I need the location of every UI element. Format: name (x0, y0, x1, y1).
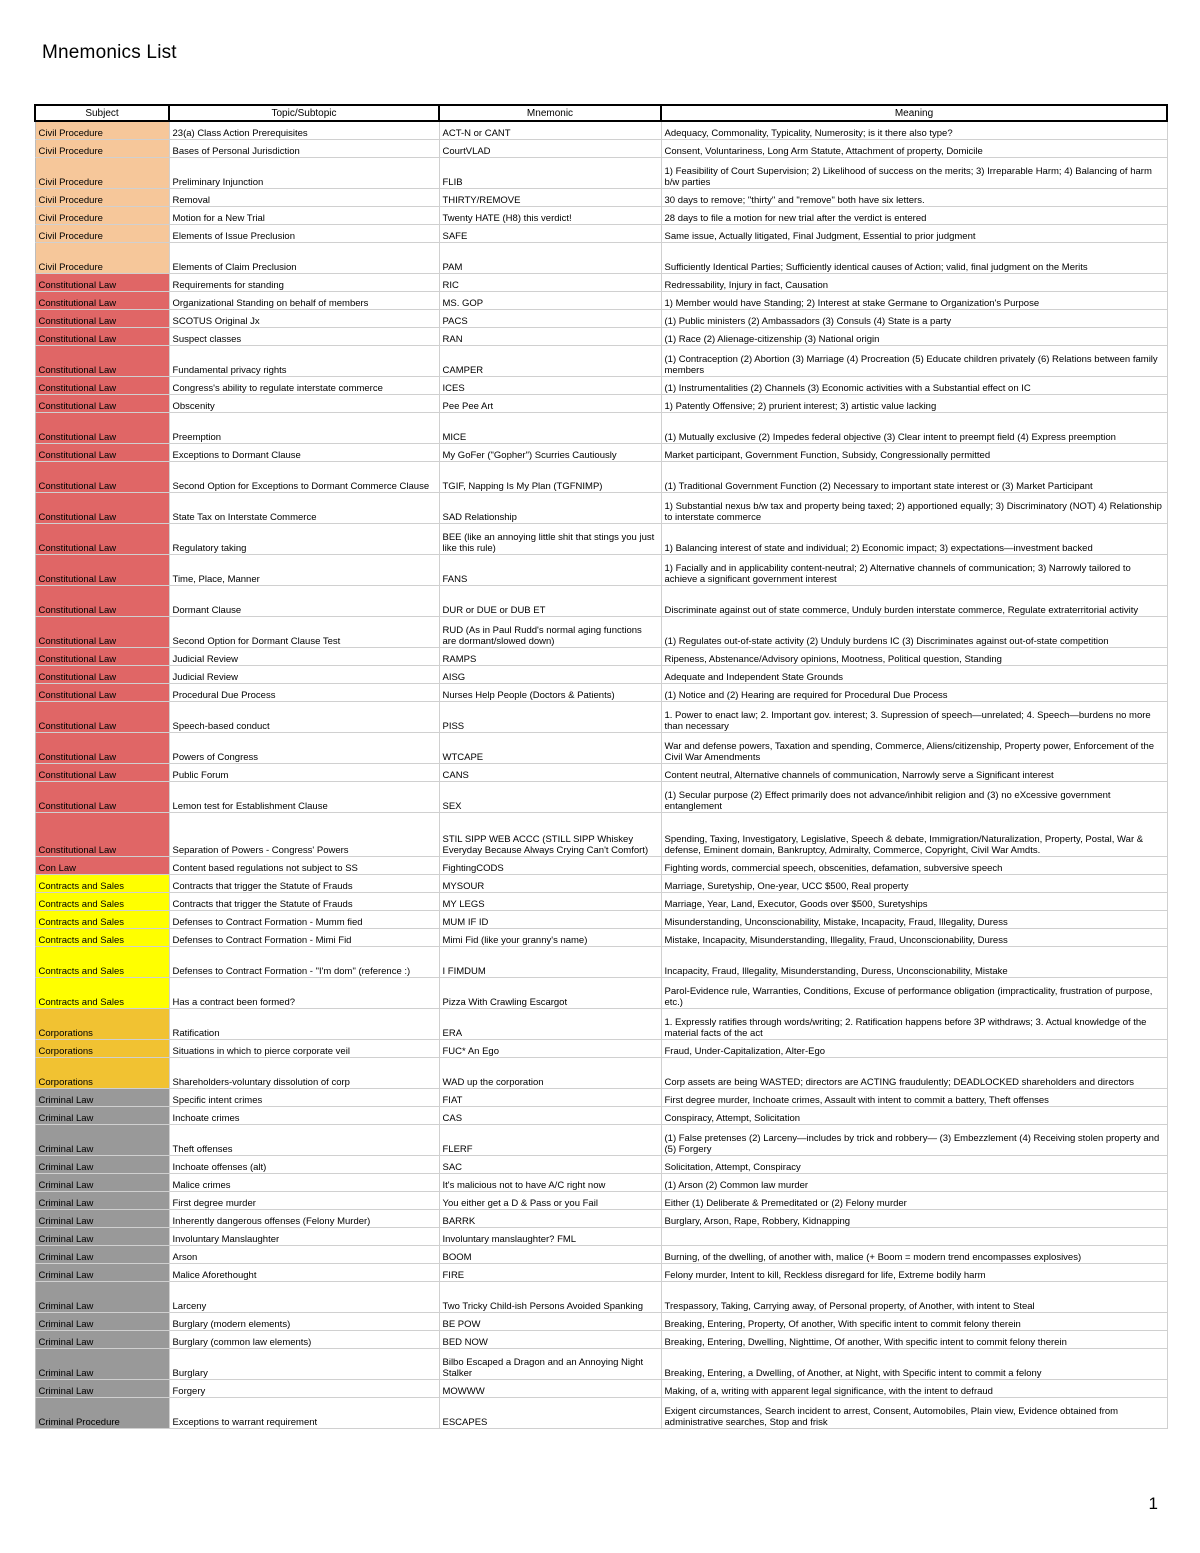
cell-topic: SCOTUS Original Jx (169, 309, 439, 327)
cell-meaning: Marriage, Year, Land, Executor, Goods over $500, Suretyships (661, 892, 1167, 910)
cell-meaning: (1) Notice and (2) Hearing are required for Procedural Due Process (661, 683, 1167, 701)
cell-topic: Burglary (169, 1348, 439, 1379)
table-row (35, 412, 1167, 443)
table-row (35, 1209, 1167, 1227)
cell-mnemonic: CourtVLAD (439, 139, 661, 157)
cell-subject: Contracts and Sales (35, 928, 169, 946)
table-row (35, 781, 1167, 812)
cell-topic: Arson (169, 1245, 439, 1263)
cell-mnemonic: BEE (like an annoying little shit that stings you just like this rule) (439, 523, 661, 554)
table-row (35, 1312, 1167, 1330)
table-row (35, 1039, 1167, 1057)
cell-mnemonic: I FIMDUM (439, 946, 661, 977)
table-row (35, 928, 1167, 946)
cell-topic: Larceny (169, 1281, 439, 1312)
cell-topic: Inherently dangerous offenses (Felony Murder) (169, 1209, 439, 1227)
cell-subject: Constitutional Law (35, 812, 169, 856)
cell-meaning: 1. Power to enact law; 2. Important gov. interest; 3. Supression of speech—unrelated; 4. Speech—burdens no more than necessary (661, 701, 1167, 732)
cell-subject: Criminal Law (35, 1191, 169, 1209)
cell-subject: Civil Procedure (35, 242, 169, 273)
cell-subject: Constitutional Law (35, 683, 169, 701)
table-row (35, 874, 1167, 892)
cell-mnemonic: FLIB (439, 157, 661, 188)
cell-topic: Theft offenses (169, 1124, 439, 1155)
cell-mnemonic: WTCAPE (439, 732, 661, 763)
cell-mnemonic: Twenty HATE (H8) this verdict! (439, 206, 661, 224)
cell-topic: Bases of Personal Jurisdiction (169, 139, 439, 157)
cell-topic: Malice Aforethought (169, 1263, 439, 1281)
cell-subject: Civil Procedure (35, 139, 169, 157)
table-row (35, 188, 1167, 206)
cell-topic: Contracts that trigger the Statute of Frauds (169, 874, 439, 892)
cell-mnemonic: ERA (439, 1008, 661, 1039)
cell-mnemonic: Mimi Fid (like your granny's name) (439, 928, 661, 946)
cell-meaning: Spending, Taxing, Investigatory, Legislative, Speech & debate, Immigration/Naturalization, Property, Postal, War & defense, Eminent domain, Bankruptcy, Admiralty, Commerce, Copyright, Civil War Amdts. (661, 812, 1167, 856)
cell-meaning: (1) Race (2) Alienage-citizenship (3) National origin (661, 327, 1167, 345)
cell-mnemonic: CANS (439, 763, 661, 781)
cell-topic: Motion for a New Trial (169, 206, 439, 224)
cell-mnemonic: MYSOUR (439, 874, 661, 892)
table-row (35, 1088, 1167, 1106)
cell-meaning: 1) Substantial nexus b/w tax and property being taxed; 2) apportioned equally; 3) Discriminatory (NOT) 4) Relationship to interstate commerce (661, 492, 1167, 523)
table-row (35, 1263, 1167, 1281)
table-row (35, 1397, 1167, 1428)
cell-subject: Contracts and Sales (35, 977, 169, 1008)
cell-meaning: Consent, Voluntariness, Long Arm Statute, Attachment of property, Domicile (661, 139, 1167, 157)
cell-meaning: Content neutral, Alternative channels of communication, Narrowly serve a Significant interest (661, 763, 1167, 781)
cell-meaning: (1) Secular purpose (2) Effect primarily does not advance/inhibit religion and (3) no eXcessive government entanglement (661, 781, 1167, 812)
cell-subject: Civil Procedure (35, 224, 169, 242)
cell-mnemonic: It's malicious not to have A/C right now (439, 1173, 661, 1191)
cell-topic: Exceptions to Dormant Clause (169, 443, 439, 461)
cell-mnemonic: MS. GOP (439, 291, 661, 309)
cell-meaning: Parol-Evidence rule, Warranties, Conditions, Excuse of performance obligation (impracticality, frustration of purpose, etc.) (661, 977, 1167, 1008)
cell-mnemonic: TGIF, Napping Is My Plan (TGFNIMP) (439, 461, 661, 492)
cell-subject: Constitutional Law (35, 647, 169, 665)
cell-meaning: Same issue, Actually litigated, Final Judgment, Essential to prior judgment (661, 224, 1167, 242)
table-row (35, 139, 1167, 157)
cell-subject: Constitutional Law (35, 461, 169, 492)
table-row (35, 461, 1167, 492)
cell-meaning: 1. Expressly ratifies through words/writing; 2. Ratification happens before 3P withdraws; 3. Actual knowledge of the material facts of the act (661, 1008, 1167, 1039)
table-row (35, 1057, 1167, 1088)
cell-mnemonic: RIC (439, 273, 661, 291)
cell-topic: Second Option for Exceptions to Dormant Commerce Clause (169, 461, 439, 492)
cell-mnemonic: Pizza With Crawling Escargot (439, 977, 661, 1008)
cell-meaning: Fraud, Under-Capitalization, Alter-Ego (661, 1039, 1167, 1057)
cell-subject: Constitutional Law (35, 376, 169, 394)
cell-subject: Constitutional Law (35, 327, 169, 345)
cell-topic: Involuntary Manslaughter (169, 1227, 439, 1245)
table-row (35, 1124, 1167, 1155)
cell-mnemonic: PISS (439, 701, 661, 732)
cell-subject: Criminal Law (35, 1155, 169, 1173)
cell-meaning: Making, of a, writing with apparent legal significance, with the intent to defraud (661, 1379, 1167, 1397)
cell-meaning: Burglary, Arson, Rape, Robbery, Kidnapping (661, 1209, 1167, 1227)
cell-subject: Constitutional Law (35, 732, 169, 763)
cell-meaning: Burning, of the dwelling, of another with, malice (+ Boom = modern trend encompasses explosives) (661, 1245, 1167, 1263)
cell-subject: Contracts and Sales (35, 874, 169, 892)
cell-mnemonic: THIRTY/REMOVE (439, 188, 661, 206)
table-row (35, 394, 1167, 412)
cell-subject: Constitutional Law (35, 523, 169, 554)
cell-meaning: Corp assets are being WASTED; directors are ACTING fraudulently; DEADLOCKED shareholders and directors (661, 1057, 1167, 1088)
cell-mnemonic: Nurses Help People (Doctors & Patients) (439, 683, 661, 701)
cell-meaning: 30 days to remove; "thirty" and "remove" both have six letters. (661, 188, 1167, 206)
cell-subject: Criminal Law (35, 1227, 169, 1245)
cell-mnemonic: ICES (439, 376, 661, 394)
cell-subject: Civil Procedure (35, 206, 169, 224)
cell-topic: Burglary (modern elements) (169, 1312, 439, 1330)
cell-subject: Criminal Law (35, 1281, 169, 1312)
cell-mnemonic: My GoFer ("Gopher") Scurries Cautiously (439, 443, 661, 461)
table-row (35, 291, 1167, 309)
table-row (35, 309, 1167, 327)
cell-meaning: Fighting words, commercial speech, obscenities, defamation, subversive speech (661, 856, 1167, 874)
table-row (35, 1348, 1167, 1379)
cell-mnemonic: SAC (439, 1155, 661, 1173)
mnemonics-table-wrap (34, 104, 1166, 1429)
cell-meaning: Sufficiently Identical Parties; Sufficiently identical causes of Action; valid, final judgment on the Merits (661, 242, 1167, 273)
cell-mnemonic: BED NOW (439, 1330, 661, 1348)
cell-topic: Obscenity (169, 394, 439, 412)
cell-subject: Corporations (35, 1039, 169, 1057)
table-row (35, 492, 1167, 523)
table-row (35, 1155, 1167, 1173)
cell-subject: Constitutional Law (35, 273, 169, 291)
cell-mnemonic: MICE (439, 412, 661, 443)
cell-mnemonic: FightingCODS (439, 856, 661, 874)
cell-mnemonic: FANS (439, 554, 661, 585)
cell-mnemonic: FIAT (439, 1088, 661, 1106)
table-header-row (35, 105, 1167, 121)
cell-topic: Lemon test for Establishment Clause (169, 781, 439, 812)
cell-meaning: Mistake, Incapacity, Misunderstanding, Illegality, Fraud, Unconscionability, Duress (661, 928, 1167, 946)
cell-mnemonic: RAN (439, 327, 661, 345)
table-row (35, 892, 1167, 910)
cell-mnemonic: You either get a D & Pass or you Fail (439, 1191, 661, 1209)
table-row (35, 1106, 1167, 1124)
table-row (35, 683, 1167, 701)
table-row (35, 1191, 1167, 1209)
cell-meaning: First degree murder, Inchoate crimes, Assault with intent to commit a battery, Theft offenses (661, 1088, 1167, 1106)
cell-meaning: (1) False pretenses (2) Larceny—includes by trick and robbery— (3) Embezzlement (4) Receiving stolen property and (5) Forgery (661, 1124, 1167, 1155)
cell-topic: Powers of Congress (169, 732, 439, 763)
cell-meaning: Adequate and Independent State Grounds (661, 665, 1167, 683)
cell-topic: Contracts that trigger the Statute of Frauds (169, 892, 439, 910)
cell-meaning: (1) Contraception (2) Abortion (3) Marriage (4) Procreation (5) Educate children privately (6) Relations between family members (661, 345, 1167, 376)
cell-mnemonic: Bilbo Escaped a Dragon and an Annoying Night Stalker (439, 1348, 661, 1379)
table-row (35, 910, 1167, 928)
cell-mnemonic: PACS (439, 309, 661, 327)
cell-topic: Procedural Due Process (169, 683, 439, 701)
cell-mnemonic: DUR or DUE or DUB ET (439, 585, 661, 616)
cell-topic: Second Option for Dormant Clause Test (169, 616, 439, 647)
cell-mnemonic: Involuntary manslaughter? FML (439, 1227, 661, 1245)
cell-mnemonic: ESCAPES (439, 1397, 661, 1428)
cell-topic: Preliminary Injunction (169, 157, 439, 188)
cell-subject: Criminal Law (35, 1312, 169, 1330)
table-body (35, 121, 1167, 1428)
cell-meaning: War and defense powers, Taxation and spending, Commerce, Aliens/citizenship, Property power, Enforcement of the Civil War Amendments (661, 732, 1167, 763)
cell-subject: Contracts and Sales (35, 946, 169, 977)
table-row (35, 327, 1167, 345)
cell-meaning: (1) Regulates out-of-state activity (2) Unduly burdens IC (3) Discriminates against out-of-state competition (661, 616, 1167, 647)
cell-mnemonic: CAMPER (439, 345, 661, 376)
cell-subject: Criminal Law (35, 1124, 169, 1155)
cell-topic: Elements of Issue Preclusion (169, 224, 439, 242)
cell-mnemonic: FUC* An Ego (439, 1039, 661, 1057)
table-row (35, 273, 1167, 291)
cell-subject: Civil Procedure (35, 188, 169, 206)
cell-meaning: 1) Balancing interest of state and individual; 2) Economic impact; 3) expectations—investment backed (661, 523, 1167, 554)
table-row (35, 376, 1167, 394)
cell-meaning: 1) Patently Offensive; 2) prurient interest; 3) artistic value lacking (661, 394, 1167, 412)
cell-topic: Removal (169, 188, 439, 206)
cell-meaning: 1) Facially and in applicability content-neutral; 2) Alternative channels of communication; 3) Narrowly tailored to achieve a significant government interest (661, 554, 1167, 585)
cell-meaning: Felony murder, Intent to kill, Reckless disregard for life, Extreme bodily harm (661, 1263, 1167, 1281)
cell-subject: Constitutional Law (35, 665, 169, 683)
table-row (35, 701, 1167, 732)
cell-meaning: Exigent circumstances, Search incident to arrest, Consent, Automobiles, Plain view, Evidence obtained from administrative searches, Stop and frisk (661, 1397, 1167, 1428)
cell-subject: Constitutional Law (35, 701, 169, 732)
cell-topic: Shareholders-voluntary dissolution of corp (169, 1057, 439, 1088)
cell-meaning: 28 days to file a motion for new trial after the verdict is entered (661, 206, 1167, 224)
table-row (35, 1245, 1167, 1263)
cell-topic: Content based regulations not subject to SS (169, 856, 439, 874)
cell-subject: Corporations (35, 1008, 169, 1039)
table-row (35, 763, 1167, 781)
cell-topic: Organizational Standing on behalf of members (169, 291, 439, 309)
cell-topic: Fundamental privacy rights (169, 345, 439, 376)
cell-topic: 23(a) Class Action Prerequisites (169, 121, 439, 139)
table-row (35, 732, 1167, 763)
cell-subject: Constitutional Law (35, 309, 169, 327)
cell-subject: Criminal Law (35, 1379, 169, 1397)
cell-mnemonic: MY LEGS (439, 892, 661, 910)
cell-topic: Congress's ability to regulate interstate commerce (169, 376, 439, 394)
cell-topic: Defenses to Contract Formation - Mimi Fid (169, 928, 439, 946)
cell-topic: Exceptions to warrant requirement (169, 1397, 439, 1428)
table-row (35, 121, 1167, 139)
cell-subject: Civil Procedure (35, 157, 169, 188)
cell-subject: Corporations (35, 1057, 169, 1088)
cell-subject: Criminal Law (35, 1173, 169, 1191)
table-row (35, 1330, 1167, 1348)
cell-subject: Constitutional Law (35, 291, 169, 309)
cell-topic: Defenses to Contract Formation - "I'm dom" (reference :) (169, 946, 439, 977)
cell-meaning: Adequacy, Commonality, Typicality, Numerosity; is it there also type? (661, 121, 1167, 139)
cell-meaning: Discriminate against out of state commerce, Unduly burden interstate commerce, Regulate extraterritorial activity (661, 585, 1167, 616)
cell-topic: Requirements for standing (169, 273, 439, 291)
table-row (35, 1379, 1167, 1397)
table-row (35, 1008, 1167, 1039)
cell-topic: Speech-based conduct (169, 701, 439, 732)
cell-meaning: Incapacity, Fraud, Illegality, Misunderstanding, Duress, Unconscionability, Mistake (661, 946, 1167, 977)
cell-subject: Constitutional Law (35, 616, 169, 647)
table-row (35, 1281, 1167, 1312)
cell-topic: Judicial Review (169, 665, 439, 683)
cell-meaning: Redressability, Injury in fact, Causation (661, 273, 1167, 291)
cell-subject: Criminal Law (35, 1106, 169, 1124)
table-row (35, 616, 1167, 647)
table-row (35, 345, 1167, 376)
cell-topic: First degree murder (169, 1191, 439, 1209)
cell-topic: Specific intent crimes (169, 1088, 439, 1106)
cell-meaning: Misunderstanding, Unconscionability, Mistake, Incapacity, Fraud, Illegality, Duress (661, 910, 1167, 928)
cell-topic: Separation of Powers - Congress' Powers (169, 812, 439, 856)
cell-meaning: Either (1) Deliberate & Premeditated or (2) Felony murder (661, 1191, 1167, 1209)
cell-topic: Situations in which to pierce corporate veil (169, 1039, 439, 1057)
cell-subject: Constitutional Law (35, 781, 169, 812)
cell-subject: Civil Procedure (35, 121, 169, 139)
table-row (35, 242, 1167, 273)
cell-subject: Criminal Law (35, 1088, 169, 1106)
mnemonics-table (34, 104, 1168, 1429)
table-row (35, 554, 1167, 585)
cell-mnemonic: BOOM (439, 1245, 661, 1263)
header-subject: Subject (35, 105, 169, 121)
cell-subject: Constitutional Law (35, 492, 169, 523)
cell-mnemonic: WAD up the corporation (439, 1057, 661, 1088)
cell-meaning: (1) Traditional Government Function (2) Necessary to important state interest or (3) Market Participant (661, 461, 1167, 492)
cell-topic: Inchoate crimes (169, 1106, 439, 1124)
cell-subject: Constitutional Law (35, 585, 169, 616)
table-row (35, 224, 1167, 242)
header-topic: Topic/Subtopic (169, 105, 439, 121)
cell-subject: Criminal Law (35, 1263, 169, 1281)
cell-topic: Defenses to Contract Formation - Mumm fied (169, 910, 439, 928)
table-row (35, 647, 1167, 665)
cell-mnemonic: FLERF (439, 1124, 661, 1155)
cell-subject: Constitutional Law (35, 345, 169, 376)
cell-topic: Forgery (169, 1379, 439, 1397)
cell-mnemonic: PAM (439, 242, 661, 273)
table-row (35, 812, 1167, 856)
cell-mnemonic: BE POW (439, 1312, 661, 1330)
cell-subject: Criminal Law (35, 1209, 169, 1227)
cell-mnemonic: SAFE (439, 224, 661, 242)
cell-mnemonic: AISG (439, 665, 661, 683)
cell-mnemonic: RAMPS (439, 647, 661, 665)
cell-meaning: (1) Public ministers (2) Ambassadors (3) Consuls (4) State is a party (661, 309, 1167, 327)
cell-meaning: (1) Mutually exclusive (2) Impedes federal objective (3) Clear intent to preempt field (4) Express preemption (661, 412, 1167, 443)
table-row (35, 665, 1167, 683)
cell-mnemonic: MUM IF ID (439, 910, 661, 928)
table-row (35, 206, 1167, 224)
header-meaning: Meaning (661, 105, 1167, 121)
table-row (35, 1173, 1167, 1191)
cell-meaning: 1) Feasibility of Court Supervision; 2) Likelihood of success on the merits; 3) Irreparable Harm; 4) Balancing of harm b/w parties (661, 157, 1167, 188)
cell-topic: Has a contract been formed? (169, 977, 439, 1008)
page-title: Mnemonics List (42, 42, 177, 63)
cell-mnemonic: MOWWW (439, 1379, 661, 1397)
cell-meaning: Marriage, Suretyship, One-year, UCC $500, Real property (661, 874, 1167, 892)
cell-meaning: Trespassory, Taking, Carrying away, of Personal property, of Another, with intent to Steal (661, 1281, 1167, 1312)
cell-mnemonic: FIRE (439, 1263, 661, 1281)
cell-topic: Inchoate offenses (alt) (169, 1155, 439, 1173)
cell-topic: Burglary (common law elements) (169, 1330, 439, 1348)
cell-mnemonic: SEX (439, 781, 661, 812)
cell-topic: Public Forum (169, 763, 439, 781)
table-row (35, 977, 1167, 1008)
cell-subject: Contracts and Sales (35, 910, 169, 928)
cell-topic: Elements of Claim Preclusion (169, 242, 439, 273)
cell-mnemonic: STIL SIPP WEB ACCC (STILL SIPP Whiskey Everyday Because Always Crying Can't Comfort) (439, 812, 661, 856)
page-number: 1 (1148, 1494, 1158, 1513)
cell-topic: Ratification (169, 1008, 439, 1039)
cell-meaning: Market participant, Government Function, Subsidy, Congressionally permitted (661, 443, 1167, 461)
cell-meaning: Breaking, Entering, Property, Of another, With specific intent to commit felony therein (661, 1312, 1167, 1330)
table-row (35, 856, 1167, 874)
table-row (35, 157, 1167, 188)
table-row (35, 946, 1167, 977)
table-row (35, 1227, 1167, 1245)
cell-subject: Constitutional Law (35, 412, 169, 443)
table-row (35, 523, 1167, 554)
cell-mnemonic: BARRK (439, 1209, 661, 1227)
header-mnemonic: Mnemonic (439, 105, 661, 121)
cell-subject: Criminal Procedure (35, 1397, 169, 1428)
cell-meaning: Breaking, Entering, a Dwelling, of Another, at Night, with Specific intent to commit a felony (661, 1348, 1167, 1379)
cell-topic: Dormant Clause (169, 585, 439, 616)
cell-subject: Constitutional Law (35, 554, 169, 585)
cell-mnemonic: Pee Pee Art (439, 394, 661, 412)
cell-topic: Preemption (169, 412, 439, 443)
cell-meaning: Solicitation, Attempt, Conspiracy (661, 1155, 1167, 1173)
cell-meaning: Conspiracy, Attempt, Solicitation (661, 1106, 1167, 1124)
table-row (35, 443, 1167, 461)
cell-topic: State Tax on Interstate Commerce (169, 492, 439, 523)
cell-topic: Time, Place, Manner (169, 554, 439, 585)
cell-meaning: Ripeness, Abstenance/Advisory opinions, Mootness, Political question, Standing (661, 647, 1167, 665)
cell-subject: Criminal Law (35, 1245, 169, 1263)
cell-meaning: 1) Member would have Standing; 2) Interest at stake Germane to Organization's Purpose (661, 291, 1167, 309)
cell-meaning: (1) Arson (2) Common law murder (661, 1173, 1167, 1191)
cell-subject: Criminal Law (35, 1348, 169, 1379)
cell-subject: Constitutional Law (35, 763, 169, 781)
cell-topic: Malice crimes (169, 1173, 439, 1191)
cell-subject: Contracts and Sales (35, 892, 169, 910)
cell-mnemonic: ACT-N or CANT (439, 121, 661, 139)
cell-subject: Con Law (35, 856, 169, 874)
cell-mnemonic: SAD Relationship (439, 492, 661, 523)
cell-subject: Constitutional Law (35, 394, 169, 412)
cell-subject: Criminal Law (35, 1330, 169, 1348)
cell-topic: Judicial Review (169, 647, 439, 665)
cell-mnemonic: Two Tricky Child-ish Persons Avoided Spanking (439, 1281, 661, 1312)
cell-meaning: Breaking, Entering, Dwelling, Nighttime, Of another, With specific intent to commit felony therein (661, 1330, 1167, 1348)
cell-mnemonic: CAS (439, 1106, 661, 1124)
cell-meaning (661, 1227, 1167, 1245)
cell-topic: Regulatory taking (169, 523, 439, 554)
cell-topic: Suspect classes (169, 327, 439, 345)
table-row (35, 585, 1167, 616)
cell-meaning: (1) Instrumentalities (2) Channels (3) Economic activities with a Substantial effect on IC (661, 376, 1167, 394)
cell-subject: Constitutional Law (35, 443, 169, 461)
cell-mnemonic: RUD (As in Paul Rudd's normal aging functions are dormant/slowed down) (439, 616, 661, 647)
